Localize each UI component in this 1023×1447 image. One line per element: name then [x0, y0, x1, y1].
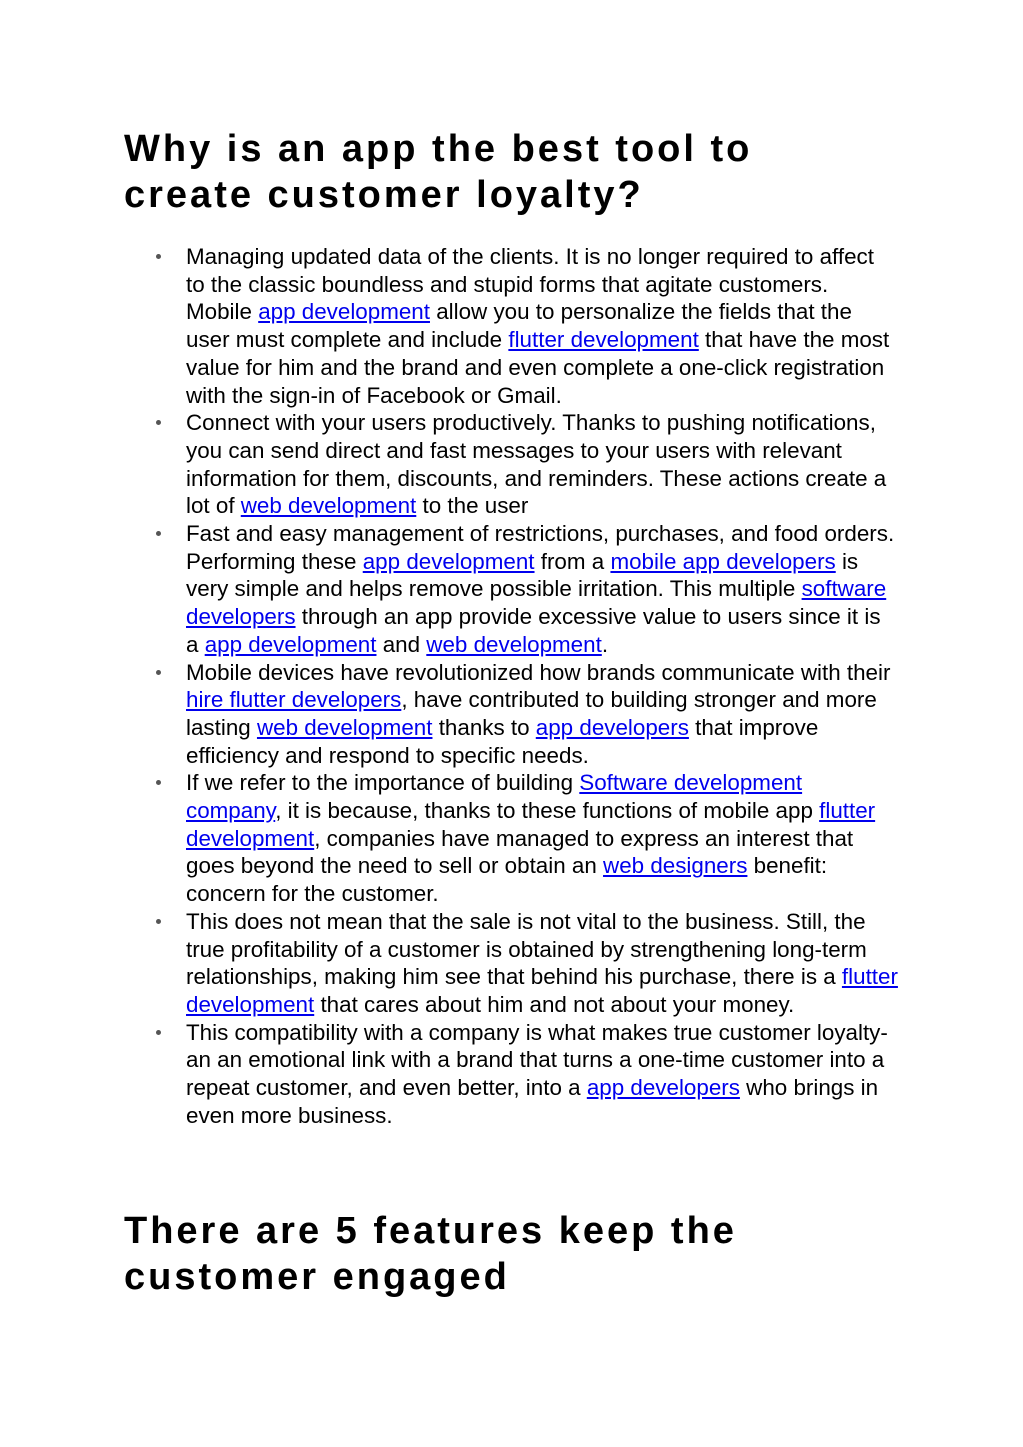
bullet-text: Managing updated data of the clients. It is no longer required to affect to the classic boundless and stupid forms that agitate customers. Mobile	[186, 244, 874, 325]
link-web-development[interactable]: web development	[426, 631, 602, 657]
bullet-text: Fast and easy management of restrictions, purchases, and food orders. Performing these	[186, 521, 895, 574]
bullet-text: from a	[534, 548, 611, 574]
link-mobile-app-developers[interactable]: mobile app developers	[610, 548, 836, 574]
bullet-icon	[156, 254, 161, 259]
link-flutter-development[interactable]: flutter development	[186, 964, 898, 1017]
bullet-text: that cares about him and not about your money.	[314, 991, 795, 1017]
link-software-development-company[interactable]: Software development company	[186, 770, 803, 824]
list-item	[186, 659, 898, 770]
link-app-development[interactable]: app development	[204, 631, 377, 657]
list-item	[186, 520, 898, 659]
list-item	[186, 769, 898, 908]
bullet-icon	[156, 780, 161, 785]
bullet-icon	[156, 670, 161, 675]
loyalty-bullet-list	[186, 243, 898, 1130]
link-web-designers[interactable]: web designers	[603, 853, 748, 879]
bullet-text: This compatibility with a company is what makes true customer loyalty-an an emotional link with a brand that turns a one-time customer into a repeat customer, and even better, into a	[186, 1019, 888, 1101]
bullet-text: is very simple and helps remove possible irritation. This multiple	[186, 548, 859, 602]
link-app-development[interactable]: app development	[362, 548, 535, 574]
bullet-text: .	[601, 631, 609, 657]
bullet-text: that improve efficiency and respond to specific needs.	[186, 714, 819, 768]
link-web-development[interactable]: web development	[256, 714, 433, 740]
list-item	[186, 243, 898, 409]
link-hire-flutter-developers[interactable]: hire flutter developers	[186, 687, 402, 713]
bullet-text: allow you to personalize the fields that the user must complete and include	[186, 299, 852, 353]
list-item	[186, 908, 898, 1019]
bullet-text: who brings in even more business.	[186, 1075, 879, 1128]
bullet-icon	[156, 919, 161, 924]
link-app-developers[interactable]: app developers	[535, 714, 689, 740]
link-app-development[interactable]: app development	[258, 299, 430, 325]
section-heading-features: There are 5 features keep the customer engaged	[124, 1210, 737, 1298]
link-app-developers[interactable]: app developers	[586, 1075, 740, 1101]
bullet-text: If we refer to the importance of building	[186, 770, 580, 796]
bullet-text: , it is because, thanks to these functions of mobile app	[275, 798, 820, 824]
bullet-icon	[156, 1030, 161, 1035]
list-item	[186, 409, 898, 520]
bullet-text: , companies have managed to express an interest that goes beyond the need to sell or obtain an	[186, 825, 854, 879]
bullet-text: benefit: concern for the customer.	[186, 853, 828, 907]
link-web-development[interactable]: web development	[240, 493, 417, 519]
bullet-text: thanks to	[432, 714, 536, 740]
link-flutter-development[interactable]: flutter development	[186, 798, 876, 851]
bullet-text: , have contributed to building stronger and more lasting	[186, 687, 877, 740]
bullet-text: that have the most value for him and the brand and even complete a one-click registration with the sign-in of Facebook or Gmail.	[186, 327, 890, 408]
bullet-text: Mobile devices have revolutionized how brands communicate with their	[186, 659, 891, 685]
bullet-text: and	[376, 631, 427, 657]
list-item	[186, 1019, 898, 1130]
bullet-text: through an app provide excessive value to users since it is a	[186, 604, 881, 657]
bullet-icon	[156, 531, 161, 536]
bullet-text: This does not mean that the sale is not vital to the business. Still, the true profitability of a customer is obtained by strengthening long-term relationships, making him see that behind his purchase, there is a	[186, 908, 867, 990]
link-flutter-development[interactable]: flutter development	[508, 327, 699, 353]
bullet-text: to the user	[416, 493, 529, 519]
bullet-text: Connect with your users productively. Thanks to pushing notifications, you can send direct and fast messages to your users with relevant information for them, discounts, and reminders. These actions create a lot of	[186, 410, 887, 519]
section-heading-loyalty: Why is an app the best tool to create customer loyalty?	[124, 128, 753, 216]
link-software-developers[interactable]: software developers	[186, 576, 887, 630]
bullet-icon	[156, 420, 161, 425]
